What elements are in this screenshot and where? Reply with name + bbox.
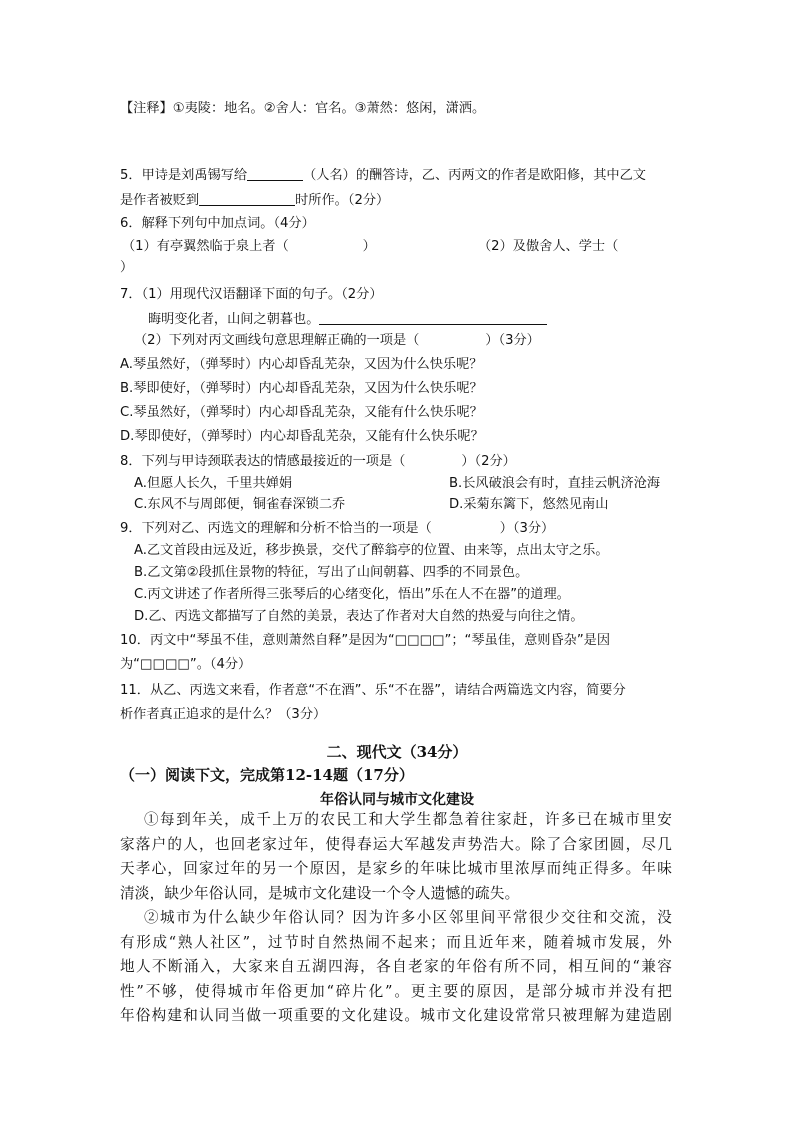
paragraph-line: 地人不断涌入，大家来自五湖四海，各自老家的年俗有所不同，相互间的“兼容	[120, 958, 672, 976]
q8-option-c: C.东风不与周郎便，铜雀春深锁二乔	[134, 497, 346, 512]
q5-blank-2[interactable]	[199, 191, 295, 206]
article-paragraph-2	[120, 906, 672, 1029]
question-10-line-2: 为“□□□□”。（4分）	[120, 657, 252, 672]
q7-option-b: B.琴即使好，（弹琴时）内心却昏乱芜杂，又因为什么快乐呢？	[120, 381, 483, 396]
q5-text-b: （人名）的酬答诗，乙、丙两文的作者是欧阳修，其中乙文	[303, 168, 646, 183]
q7-option-c: C.琴虽然好，（弹琴时）内心却昏乱芜杂，又能有什么快乐呢？	[120, 405, 483, 420]
question-6-stem: 6．解释下列句中加点词。（4分）	[120, 216, 315, 231]
q7-option-d: D.琴即使好，（弹琴时）内心却昏乱芜杂，又能有什么快乐呢？	[120, 429, 484, 444]
q9-stem-text: 9．下列对乙、丙选文的理解和分析不恰当的一项是（	[120, 521, 432, 536]
question-9-stem	[120, 520, 554, 538]
section-heading: 二、现代文（34分）	[326, 743, 468, 761]
question-11-line-1: 11．从乙、丙选文来看，作者意“不在酒”、乐“不在器”，请结合两篇选文内容，简要分	[120, 683, 626, 698]
q7-sub-2-end: ）（3分）	[485, 333, 540, 348]
q9-option-c: C.丙文讲述了作者所得三张琴后的心绪变化，悟出”乐在人不在器”的道理。	[134, 587, 570, 602]
paragraph-line: 天孝心，回家过年的另一个原因，是家乡的年味比城市里浓厚而纯正得多。年味	[120, 860, 672, 878]
q6-sub-1-end: ）	[362, 239, 376, 254]
article-paragraph-1	[120, 808, 672, 906]
q9-option-b: B.乙文第②段抓住景物的特征，写出了山间朝暮、四季的不同景色。	[134, 565, 529, 580]
paragraph-line: 性”不够，使得城市年俗更加“碎片化”。更主要的原因，是部分城市并没有把	[120, 982, 672, 1000]
q5-text-c: 是作者被贬到	[120, 193, 200, 208]
q6-sub-2-end: ）	[120, 260, 134, 275]
q7-sentence-text: 晦明变化者，山间之朝暮也。	[148, 312, 320, 327]
q5-blank-1[interactable]	[247, 166, 303, 181]
paragraph-line: 有形成“熟人社区”，过节时自然热闹不起来；而且近年来，随着城市发展，外	[120, 933, 672, 951]
q5-text-d: 时所作。（2分）	[295, 193, 390, 208]
q6-sub-2: （2）及傲舍人、学士（	[478, 239, 619, 254]
q9-option-d: D.乙、丙选文都描写了自然的美景，表达了作者对大自然的热爱与向往之情。	[134, 609, 584, 624]
article-title: 年俗认同与城市文化建设	[320, 792, 474, 808]
q6-sub-1-text: （1）有亭翼然临于泉上者（	[122, 239, 289, 254]
q5-text-a: 5．甲诗是刘禹锡写给	[120, 168, 248, 183]
question-5-line-2	[120, 191, 389, 210]
paragraph-line: ①每到年关，成千上万的农民工和大学生都急着往家赶，许多已在城市里安	[144, 811, 672, 828]
paragraph-line: ②城市为什么缺少年俗认同？因为许多小区邻里间平常很少交往和交流，没	[144, 909, 672, 926]
question-8-stem	[120, 453, 516, 471]
q8-option-b: B.长风破浪会有时，直挂云帆济沧海	[449, 476, 661, 491]
q8-stem-text: 8．下列与甲诗颈联表达的情感最接近的一项是（	[120, 454, 406, 469]
q7-translation-blank[interactable]	[319, 310, 547, 325]
q7-sub-2-text: （2）下列对丙文画线句意思理解正确的一项是（	[134, 333, 420, 348]
q8-option-d: D.采菊东篱下，悠然见南山	[449, 497, 609, 512]
q7-option-a: A.琴虽然好，（弹琴时）内心却昏乱芜杂，又因为什么快乐呢？	[120, 357, 483, 372]
paragraph-line: 年俗构建和认同当做一项重要的文化建设。城市文化建设常常只被理解为建造剧	[120, 1007, 672, 1025]
q8-option-a: A.但愿人长久，千里共婵娟	[134, 476, 293, 491]
q8-stem-end: ）（2分）	[461, 454, 516, 469]
part-heading: （一）阅读下文，完成第12-14题（17分）	[120, 766, 414, 784]
q7-sentence	[148, 310, 547, 329]
question-11-line-2: 析作者真正追求的是什么？（3分）	[120, 707, 327, 722]
paragraph-line: 家落户的人，也回老家过年，使得春运大军越发声势浩大。除了合家团圆，尽几	[120, 835, 672, 853]
q9-stem-end: ）（3分）	[499, 521, 555, 536]
question-5-line-1	[120, 166, 646, 185]
question-10-line-1: 10．丙文中“琴虽不佳，意则萧然自释”是因为“□□□□”；“琴虽佳，意则昏杂”是因	[120, 633, 611, 648]
paragraph-line: 清淡，缺少年俗认同，是城市文化建设一个令人遗憾的疏失。	[120, 884, 520, 902]
annotation-note: 【注释】①夷陵：地名。②舍人：官名。③萧然：悠闲，潇洒。	[120, 101, 486, 116]
q9-option-a: A.乙文首段由远及近，移步换景，交代了醉翁亭的位置、由来等，点出太守之乐。	[134, 543, 609, 558]
q7-sub-2	[134, 332, 540, 350]
question-7-stem: 7．（1）用现代汉语翻译下面的句子。（2分）	[120, 287, 383, 302]
q6-sub-1	[122, 238, 376, 256]
